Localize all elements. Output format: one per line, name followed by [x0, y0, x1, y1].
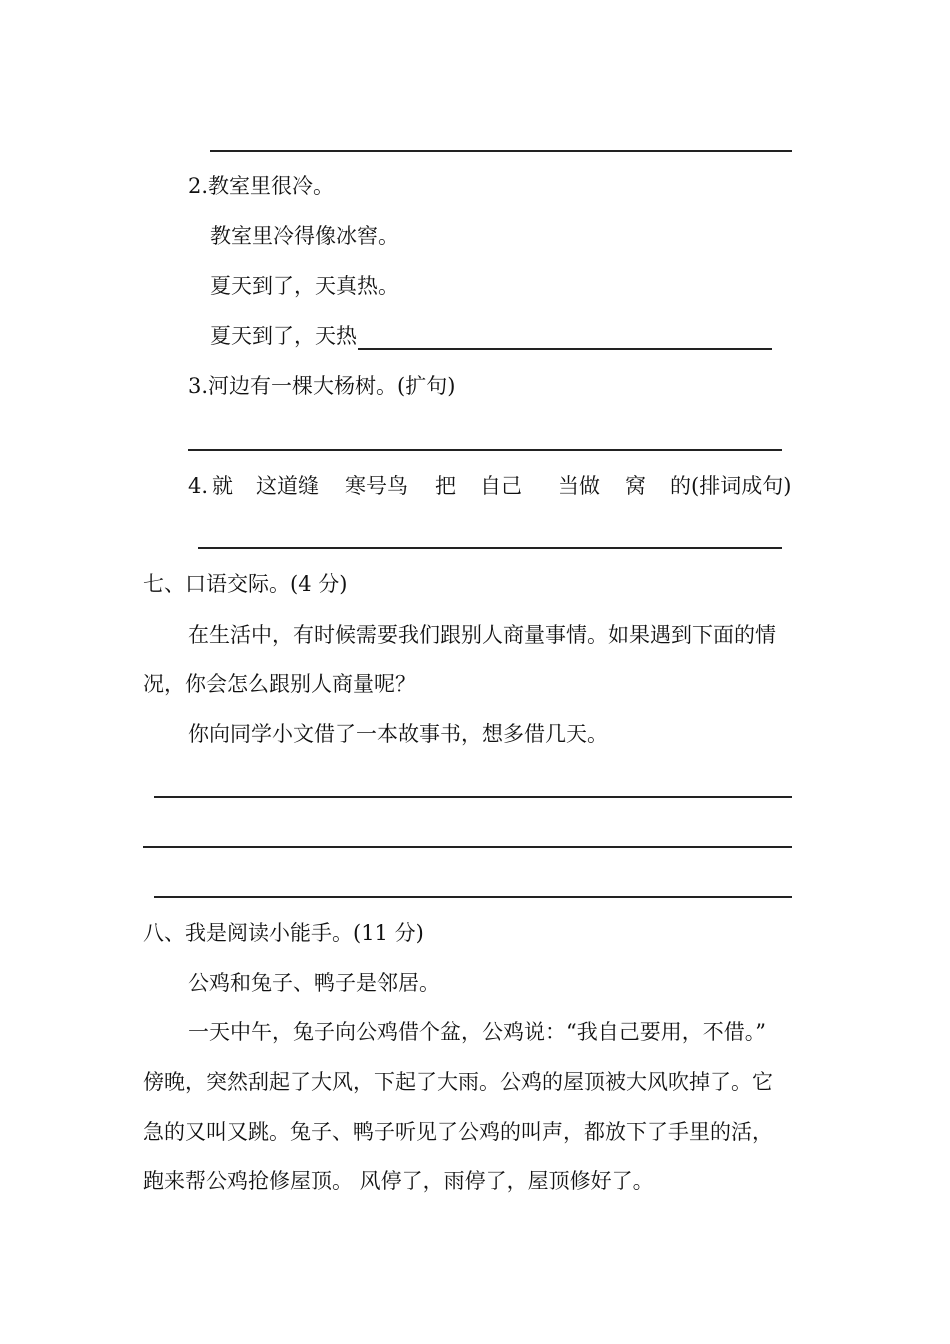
q4-word: 自己 [480, 474, 522, 498]
section7-para1-line2: 况，你会怎么跟别人商量呢？ [143, 672, 416, 696]
answer-line-q3[interactable] [188, 449, 782, 451]
q4-word: 当做 [558, 474, 600, 498]
answer-line-q1[interactable] [210, 150, 792, 152]
answer-line-q4[interactable] [198, 547, 782, 549]
answer-line-s7-1[interactable] [154, 796, 792, 798]
section8-heading: 八、我是阅读小能手。(11 分) [143, 921, 424, 945]
answer-line-s7-2[interactable] [143, 846, 792, 848]
section7-para1-line1: 在生活中，有时候需要我们跟别人商量事情。如果遇到下面的情 [188, 623, 776, 647]
answer-line-q2[interactable] [358, 324, 772, 350]
q2-prompt: 夏天到了，天热 [210, 324, 357, 348]
answer-line-s7-3[interactable] [154, 896, 792, 898]
q4-word: 的 [670, 474, 691, 498]
q4-word: 寒号鸟 [345, 474, 408, 498]
reading-line-1: 公鸡和兔子、鸭子是邻居。 [188, 971, 440, 995]
q4-word: 把 [435, 474, 456, 498]
q4-word: 窝 [625, 474, 646, 498]
q2-given: 夏天到了，天真热。 [210, 274, 399, 298]
q3-title: 3.河边有一棵大杨树。(扩句) [188, 374, 456, 398]
q2-example: 教室里冷得像冰窖。 [210, 224, 399, 248]
q4-number: 4. [188, 474, 209, 498]
q4-note: (排词成句) [691, 474, 792, 498]
reading-line-5: 跑来帮公鸡抢修屋顶。 风停了，雨停了，屋顶修好了。 [143, 1169, 654, 1193]
q4-word: 这道缝 [256, 474, 319, 498]
reading-line-4: 急的又叫又跳。兔子、鸭子听见了公鸡的叫声，都放下了手里的活， [143, 1120, 773, 1144]
q2-prompt-row [210, 322, 772, 350]
q4-word: 就 [212, 474, 233, 498]
reading-line-3: 傍晚，突然刮起了大风，下起了大雨。公鸡的屋顶被大风吹掉了。它 [143, 1070, 773, 1094]
section7-para2: 你向同学小文借了一本故事书，想多借几天。 [188, 722, 608, 746]
section7-heading: 七、口语交际。(4 分) [143, 572, 348, 596]
reading-line-2: 一天中午，兔子向公鸡借个盆，公鸡说：“我自己要用，不借。” [188, 1020, 766, 1044]
q2-title: 2.教室里很冷。 [188, 174, 335, 198]
